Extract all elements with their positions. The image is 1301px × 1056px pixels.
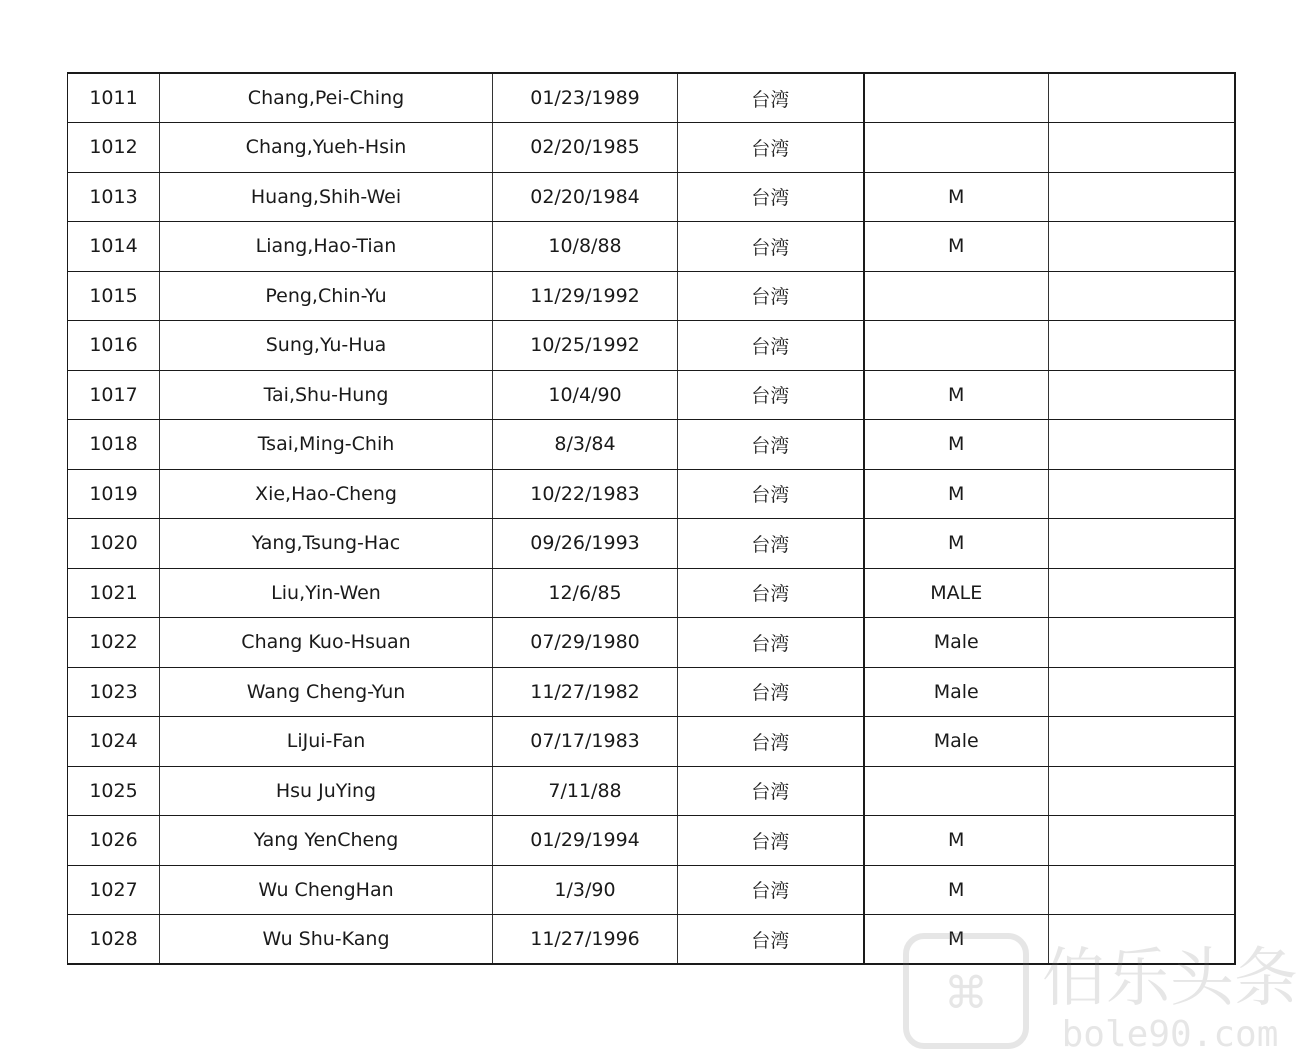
cell-gender: M — [864, 370, 1049, 420]
cell-extra — [1049, 915, 1235, 965]
roster-table — [67, 72, 1236, 965]
cell-extra — [1049, 469, 1235, 519]
cell-gender — [864, 271, 1049, 321]
cell-region: 台湾 — [678, 73, 864, 123]
table-row — [68, 271, 1235, 321]
cell-region: 台湾 — [678, 717, 864, 767]
cell-birthdate: 12/6/85 — [493, 568, 678, 618]
cell-birthdate: 1/3/90 — [493, 865, 678, 915]
cell-birthdate: 8/3/84 — [493, 420, 678, 470]
cell-gender: Male — [864, 717, 1049, 767]
cell-gender — [864, 321, 1049, 371]
cell-id: 1019 — [68, 469, 160, 519]
cell-region: 台湾 — [678, 667, 864, 717]
cell-gender: M — [864, 172, 1049, 222]
cell-id: 1028 — [68, 915, 160, 965]
table-row — [68, 568, 1235, 618]
table-row — [68, 667, 1235, 717]
cell-extra — [1049, 618, 1235, 668]
cell-region: 台湾 — [678, 766, 864, 816]
cell-gender: M — [864, 915, 1049, 965]
cell-extra — [1049, 123, 1235, 173]
cell-region: 台湾 — [678, 123, 864, 173]
cell-id: 1013 — [68, 172, 160, 222]
cell-region: 台湾 — [678, 172, 864, 222]
cell-name: Xie,Hao-Cheng — [160, 469, 493, 519]
cell-region: 台湾 — [678, 618, 864, 668]
watermark-domain: bole90.com — [1061, 1014, 1279, 1055]
cell-name: Liang,Hao-Tian — [160, 222, 493, 272]
cell-id: 1024 — [68, 717, 160, 767]
cell-extra — [1049, 73, 1235, 123]
cell-id: 1015 — [68, 271, 160, 321]
cell-birthdate: 01/29/1994 — [493, 816, 678, 866]
cell-extra — [1049, 420, 1235, 470]
cell-extra — [1049, 865, 1235, 915]
cell-gender: Male — [864, 667, 1049, 717]
cell-gender: M — [864, 420, 1049, 470]
table-row — [68, 865, 1235, 915]
cell-gender: M — [864, 222, 1049, 272]
cell-region: 台湾 — [678, 519, 864, 569]
cell-id: 1025 — [68, 766, 160, 816]
cell-region: 台湾 — [678, 865, 864, 915]
cell-gender: M — [864, 865, 1049, 915]
table-row — [68, 321, 1235, 371]
table-row — [68, 717, 1235, 767]
cell-id: 1022 — [68, 618, 160, 668]
cell-birthdate: 11/29/1992 — [493, 271, 678, 321]
cell-birthdate: 02/20/1985 — [493, 123, 678, 173]
table-row — [68, 420, 1235, 470]
cell-name: Tai,Shu-Hung — [160, 370, 493, 420]
cell-birthdate: 11/27/1996 — [493, 915, 678, 965]
cell-gender: M — [864, 469, 1049, 519]
cell-id: 1017 — [68, 370, 160, 420]
cell-id: 1021 — [68, 568, 160, 618]
cell-id: 1023 — [68, 667, 160, 717]
cell-region: 台湾 — [678, 321, 864, 371]
cell-extra — [1049, 519, 1235, 569]
cell-gender: M — [864, 816, 1049, 866]
cell-birthdate: 09/26/1993 — [493, 519, 678, 569]
cell-extra — [1049, 321, 1235, 371]
cell-name: Tsai,Ming-Chih — [160, 420, 493, 470]
cell-id: 1011 — [68, 73, 160, 123]
cell-region: 台湾 — [678, 469, 864, 519]
cell-gender — [864, 766, 1049, 816]
cell-extra — [1049, 717, 1235, 767]
cell-birthdate: 10/8/88 — [493, 222, 678, 272]
table-row — [68, 123, 1235, 173]
cell-gender: MALE — [864, 568, 1049, 618]
cell-name: Chang Kuo-Hsuan — [160, 618, 493, 668]
table-row — [68, 73, 1235, 123]
cell-birthdate: 11/27/1982 — [493, 667, 678, 717]
cell-region: 台湾 — [678, 816, 864, 866]
cell-region: 台湾 — [678, 222, 864, 272]
cell-name: Liu,Yin-Wen — [160, 568, 493, 618]
cell-name: Yang YenCheng — [160, 816, 493, 866]
cell-gender — [864, 73, 1049, 123]
cell-birthdate: 10/22/1983 — [493, 469, 678, 519]
cell-name: LiJui-Fan — [160, 717, 493, 767]
cell-region: 台湾 — [678, 915, 864, 965]
table-row — [68, 222, 1235, 272]
svg-text:⌘: ⌘ — [944, 968, 988, 1019]
cell-id: 1012 — [68, 123, 160, 173]
cell-name: Sung,Yu-Hua — [160, 321, 493, 371]
table-row — [68, 469, 1235, 519]
cell-name: Wu ChengHan — [160, 865, 493, 915]
cell-birthdate: 02/20/1984 — [493, 172, 678, 222]
table-row — [68, 370, 1235, 420]
cell-extra — [1049, 816, 1235, 866]
table-row — [68, 915, 1235, 965]
cell-name: Peng,Chin-Yu — [160, 271, 493, 321]
table-row — [68, 766, 1235, 816]
cell-region: 台湾 — [678, 568, 864, 618]
cell-birthdate: 07/29/1980 — [493, 618, 678, 668]
cell-birthdate: 10/25/1992 — [493, 321, 678, 371]
cell-gender: M — [864, 519, 1049, 569]
cell-extra — [1049, 271, 1235, 321]
table-row — [68, 172, 1235, 222]
cell-id: 1027 — [68, 865, 160, 915]
table-row — [68, 519, 1235, 569]
cell-name: Wu Shu-Kang — [160, 915, 493, 965]
cell-birthdate: 10/4/90 — [493, 370, 678, 420]
cell-extra — [1049, 172, 1235, 222]
cell-extra — [1049, 667, 1235, 717]
cell-birthdate: 01/23/1989 — [493, 73, 678, 123]
cell-name: Chang,Pei-Ching — [160, 73, 493, 123]
cell-birthdate: 7/11/88 — [493, 766, 678, 816]
cell-extra — [1049, 568, 1235, 618]
cell-name: Yang,Tsung-Hac — [160, 519, 493, 569]
cell-name: Wang Cheng-Yun — [160, 667, 493, 717]
roster-table-body — [68, 73, 1235, 964]
cell-id: 1016 — [68, 321, 160, 371]
cell-id: 1026 — [68, 816, 160, 866]
watermark-text: 伯乐头条 — [1042, 942, 1298, 1016]
cell-id: 1020 — [68, 519, 160, 569]
cell-extra — [1049, 766, 1235, 816]
cell-extra — [1049, 222, 1235, 272]
cell-id: 1014 — [68, 222, 160, 272]
cell-region: 台湾 — [678, 271, 864, 321]
cell-extra — [1049, 370, 1235, 420]
cell-gender — [864, 123, 1049, 173]
table-row — [68, 618, 1235, 668]
cell-region: 台湾 — [678, 370, 864, 420]
cell-name: Hsu JuYing — [160, 766, 493, 816]
cell-gender: Male — [864, 618, 1049, 668]
cell-region: 台湾 — [678, 420, 864, 470]
cell-birthdate: 07/17/1983 — [493, 717, 678, 767]
cell-id: 1018 — [68, 420, 160, 470]
cell-name: Chang,Yueh-Hsin — [160, 123, 493, 173]
cell-name: Huang,Shih-Wei — [160, 172, 493, 222]
table-row — [68, 816, 1235, 866]
